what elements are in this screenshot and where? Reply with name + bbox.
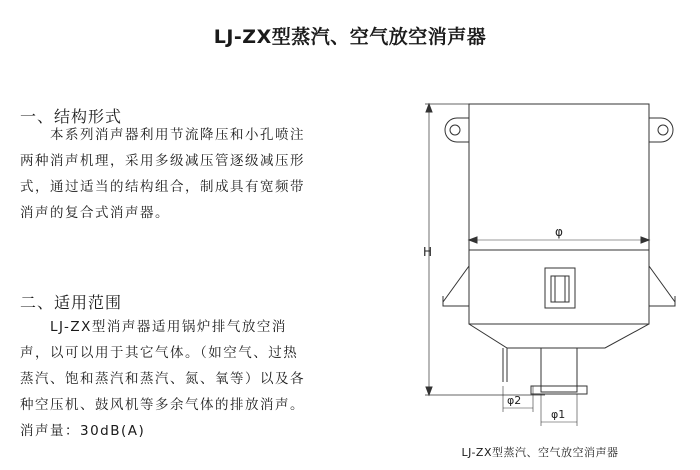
silencer-drawing — [395, 90, 700, 435]
paragraph-line: 本系列消声器利用节流降压和小孔喷注 — [20, 127, 305, 143]
diameter-label: φ — [555, 225, 563, 239]
section-heading-application: 二、适用范围 — [20, 293, 123, 312]
paragraph-line: 声，以可以用于其它气体。（如空气、过热 — [20, 345, 299, 361]
structure-paragraph — [20, 122, 330, 226]
paragraph-line: 消声量：30dB(A) — [20, 423, 146, 439]
page-title: LJ-ZX型蒸汽、空气放空消声器 — [213, 26, 487, 48]
application-paragraph — [20, 314, 330, 444]
figure-caption: LJ-ZX型蒸汽、空气放空消声器 — [461, 446, 619, 459]
inlet-diameter-label: φ1 — [551, 408, 566, 421]
paragraph-line: 式，通过适当的结构组合，制成具有宽频带 — [20, 179, 305, 195]
paragraph-line: 种空压机、鼓风机等多余气体的排放消声。 — [20, 397, 305, 413]
paragraph-line: 两种消声机理，采用多级减压管逐级减压形 — [20, 153, 305, 169]
paragraph-line: LJ-ZX型消声器适用锅炉排气放空消 — [20, 319, 287, 335]
height-label: H — [423, 245, 433, 259]
paragraph-line: 蒸汽、饱和蒸汽和蒸汽、氮、氧等）以及各 — [20, 371, 305, 387]
paragraph-line: 消声的复合式消声器。 — [20, 205, 170, 221]
drain-diameter-label: φ2 — [507, 394, 522, 407]
section-heading-structure: 一、结构形式 — [20, 107, 123, 126]
